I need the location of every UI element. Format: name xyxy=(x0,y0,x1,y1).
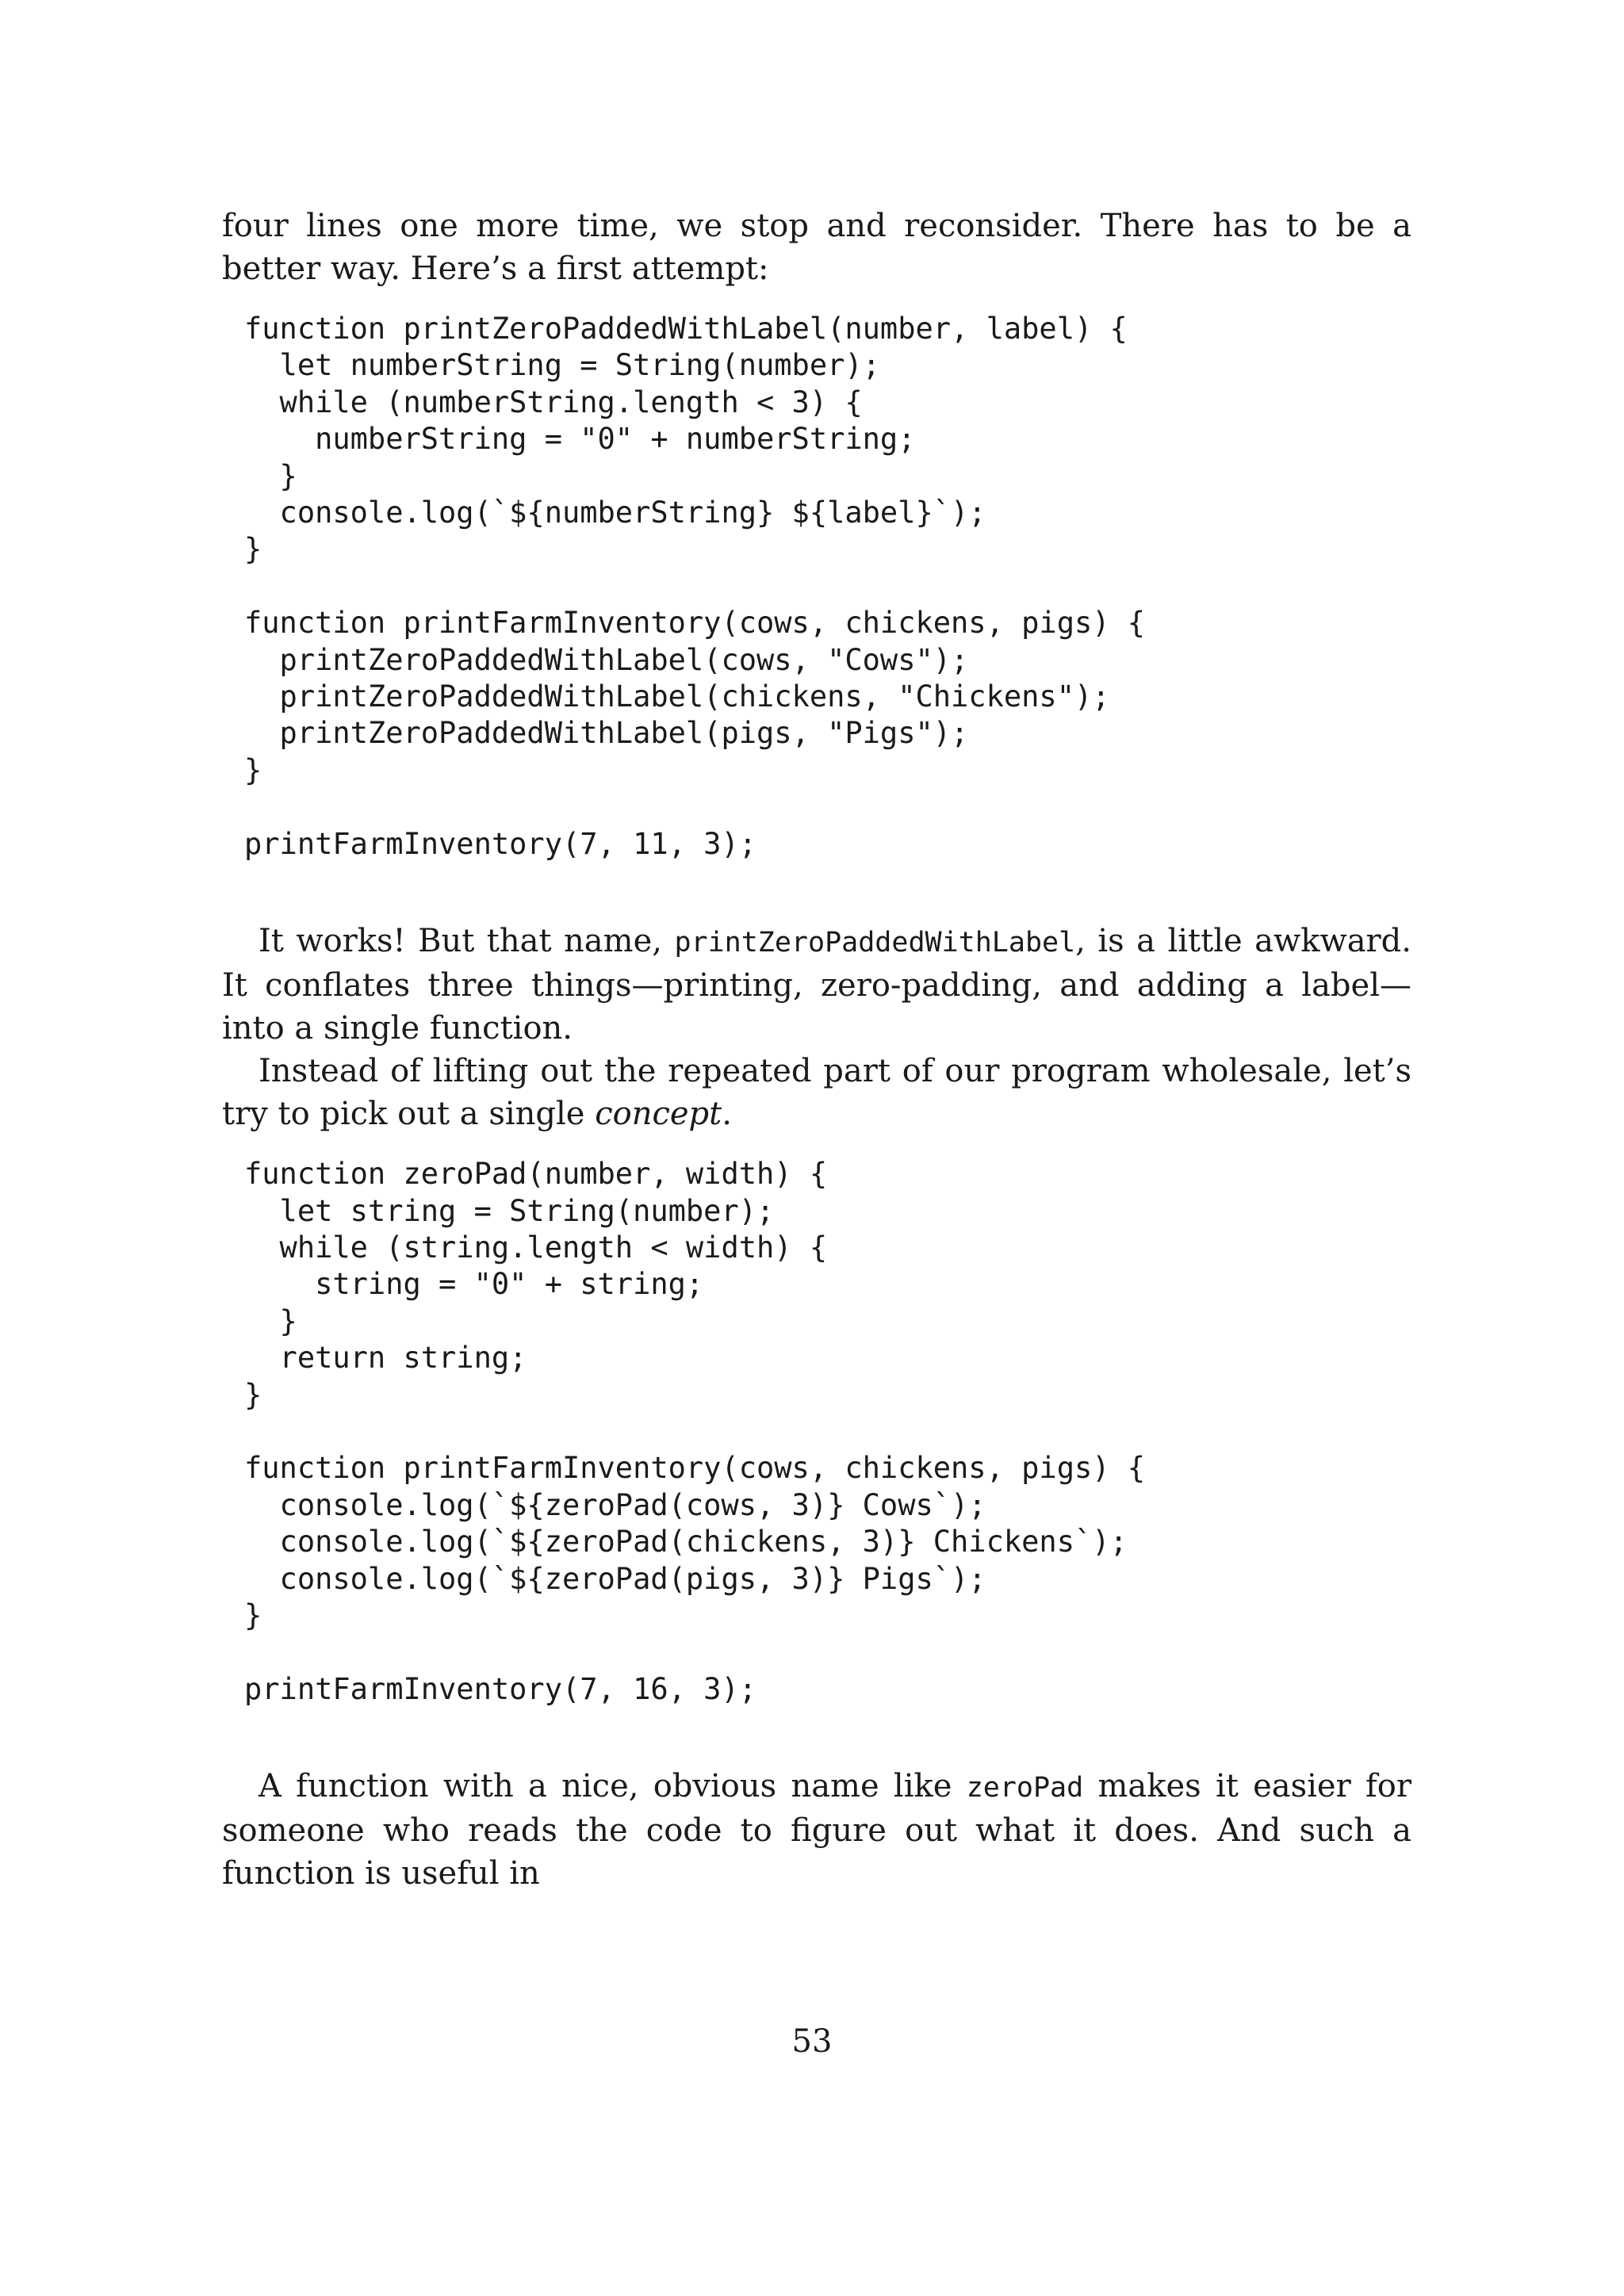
code-block-zero-pad: function zeroPad(number, width) { let string = String(number); while (string.length < width) { string = "0" + string; } return string; } function printFarmInventory(cows, chickens, pigs) { console.log(`${zeroPad(cows, 3)} Cows`); console.log(`${zeroPad(chickens, 3)} Chickens`); console.log(`${zeroPad(pigs, 3)} Pigs`); } printFarmInventory(7, 16, 3); xyxy=(244,1157,1146,1706)
paragraph-instead xyxy=(222,1050,1411,1135)
paragraph-continuation: four lines one more time, we stop and reconsider. There has to be a better way. Here’s a first attempt: xyxy=(222,208,1411,287)
paragraph-it-works-text-2: , is a little awkward. It conflates three things—printing, zero-padding, and adding a label—into a single function. xyxy=(222,923,1411,1047)
paragraph-nice-name xyxy=(222,1765,1411,1895)
paragraph-it-works-text-1: It works! But that name, xyxy=(259,923,675,960)
page-content xyxy=(222,205,1411,1895)
paragraph-nice-name-text-1: A function with a nice, obvious name like xyxy=(259,1768,967,1805)
paragraph-instead-text-2: . xyxy=(722,1096,732,1133)
emphasis-concept: concept xyxy=(595,1096,722,1133)
paragraph-it-works xyxy=(222,920,1411,1050)
page-number: 53 xyxy=(791,2023,833,2060)
paragraph-nice-name-text-2: makes it easier for someone who reads the code to figure out what it does. And such a function is useful in xyxy=(222,1768,1411,1892)
code-block-print-zero-padded: function printZeroPaddedWithLabel(number, label) { let numberString = String(number); while (numberString.length < 3) { numberString = "0" + numberString; } console.log(`${numberString} ${label}`); } function printFarmInventory(cows, chickens, pigs) { printZeroPaddedWithLabel(cows, "Cows"); printZeroPaddedWithLabel(chickens, "Chickens"); printZeroPaddedWithLabel(pigs, "Pigs"); } printFarmInventory(7, 11, 3); xyxy=(244,312,1146,861)
paragraph-instead-text-1: Instead of lifting out the repeated part of our program wholesale, let’s try to pick out a single xyxy=(222,1053,1411,1133)
inline-code-zeropad: zeroPad xyxy=(966,1772,1084,1804)
inline-code-function-name: printZeroPaddedWithLabel xyxy=(674,927,1076,959)
